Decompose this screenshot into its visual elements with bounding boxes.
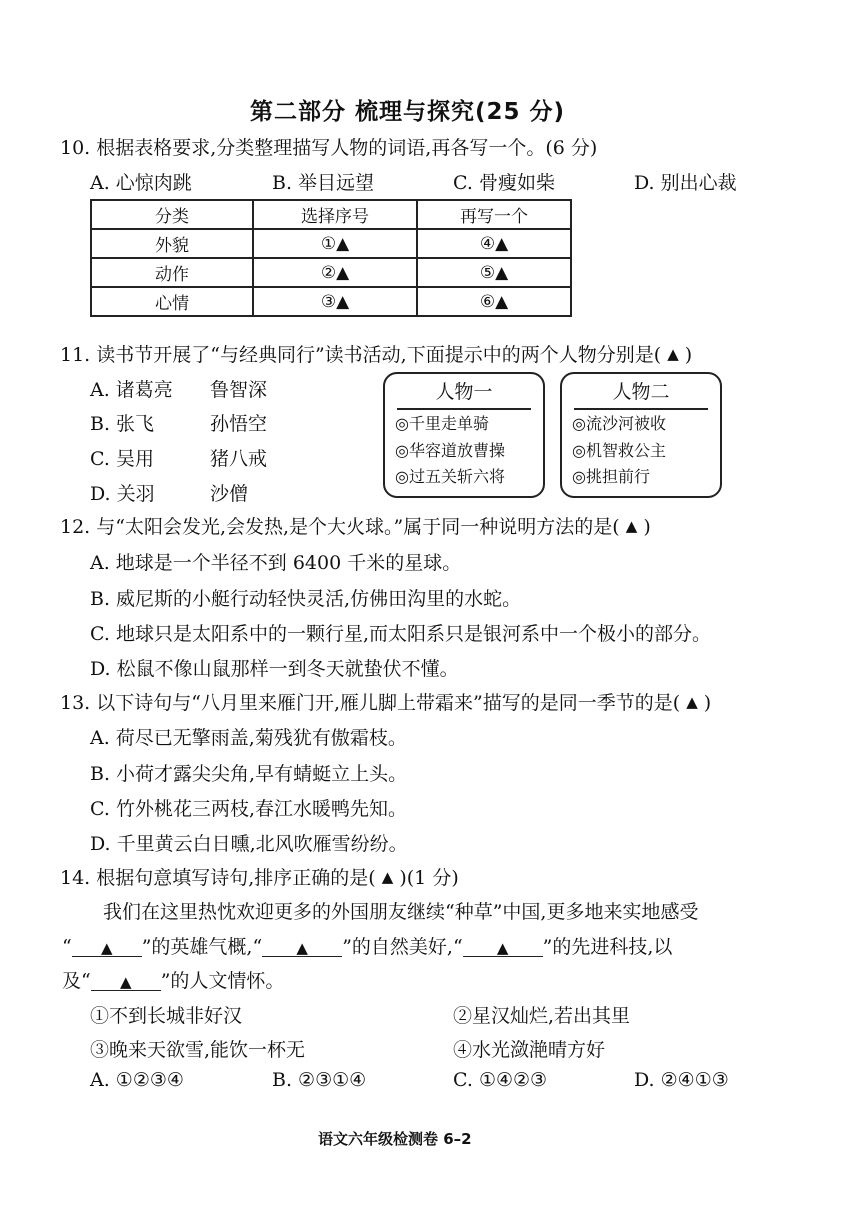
q11-option-c (90, 444, 268, 471)
q10-option-d: D. 别出心裁 (634, 172, 737, 194)
q14-line-4: ④水光潋滟晴方好 (453, 1039, 606, 1061)
q13-option-d: D. 千里黄云白日曛,北风吹雁雪纷纷。 (90, 833, 408, 855)
q14-line-1: ①不到长城非好汉 (90, 1005, 243, 1027)
q13-stem-text: 13. 以下诗句与“八月里来雁门开,雁儿脚上带霜来”描写的是同一季节的是( (60, 692, 681, 714)
table-header: 再写一个 (417, 200, 571, 229)
answer-mark: ▲ (381, 868, 394, 886)
table-cell: ⑥▲ (417, 287, 571, 316)
character-two-clue: ◎机智救公主 (572, 441, 666, 460)
question-11-stem (60, 340, 692, 367)
answer-mark: ▲ (686, 693, 698, 711)
q14-option-b: B. ②③①④ (272, 1069, 367, 1091)
table-cell: 外貌 (91, 229, 253, 258)
character-two-clue: ◎挑担前行 (572, 467, 650, 486)
q14-text: ”的先进科技,以 (542, 936, 673, 958)
character-two-title: 人物二 (612, 381, 670, 403)
q11-option-b (90, 409, 268, 436)
answer-mark: ▲ (625, 517, 638, 535)
page-footer: 语文六年级检测卷 6–2 (318, 1130, 472, 1148)
q14-line-2: ②星汉灿烂,若出其里 (453, 1005, 631, 1027)
q11-stem-text: 11. 读书节开展了“与经典同行”读书活动,下面提示中的两个人物分别是( (60, 344, 662, 366)
fill-blank (262, 940, 342, 957)
q14-text: 及“ (62, 970, 91, 992)
q11-option-c-2: 猪八戒 (210, 448, 268, 470)
q12-option-b: B. 威尼斯的小艇行动轻快灵活,仿佛田沟里的水蛇。 (90, 588, 522, 610)
q13-option-b: B. 小荷才露尖尖角,早有蜻蜓立上头。 (90, 763, 408, 785)
q14-text: “ (62, 936, 72, 958)
q13-option-c: C. 竹外桃花三两枝,春江水暖鸭先知。 (90, 798, 407, 820)
character-two-clue: ◎流沙河被收 (572, 414, 666, 433)
q14-line-3: ③晚来天欲雪,能饮一杯无 (90, 1039, 306, 1061)
q13-stem-close: ) (703, 692, 712, 714)
answer-mark: ▲ (296, 939, 308, 957)
character-two-box (560, 372, 722, 498)
question-10-stem: 10. 根据表格要求,分类整理描写人物的词语,再各写一个。(6 分) (60, 137, 598, 159)
table-row (91, 258, 571, 287)
question-12-stem (60, 512, 651, 539)
answer-mark: ▲ (119, 973, 132, 991)
q11-option-d-2: 沙僧 (210, 483, 249, 505)
table-cell: 心情 (91, 287, 253, 316)
fill-blank (463, 940, 543, 957)
table-cell: 动作 (91, 258, 253, 287)
q12-stem-close: ) (643, 516, 651, 538)
character-one-clue: ◎华容道放曹操 (395, 441, 505, 460)
q11-option-b-1: B. 张飞 (90, 413, 155, 435)
q14-option-c: C. ①④②③ (453, 1069, 548, 1091)
q11-option-a-1: A. 诸葛亮 (90, 379, 173, 401)
table-row (91, 229, 571, 258)
table-header-row (91, 200, 571, 229)
fill-blank (91, 974, 161, 991)
q14-option-a: A. ①②③④ (90, 1069, 184, 1091)
table-cell: ③▲ (253, 287, 417, 316)
q14-text: ”的自然美好,“ (342, 936, 463, 958)
q12-stem-text: 12. 与“太阳会发光,会发热,是个大火球。”属于同一种说明方法的是( (60, 516, 620, 538)
character-one-clue: ◎千里走单骑 (395, 414, 489, 433)
q14-option-d: D. ②④①③ (634, 1069, 729, 1091)
table-cell: ⑤▲ (417, 258, 571, 287)
q11-option-c-1: C. 吴用 (90, 448, 154, 470)
table-header: 分类 (91, 200, 253, 229)
table-row (91, 287, 571, 316)
q12-option-a: A. 地球是一个半径不到 6400 千米的星球。 (90, 552, 462, 574)
q14-text: ”的英雄气概,“ (141, 936, 263, 958)
q11-stem-close: ) (684, 344, 693, 366)
q13-option-a: A. 荷尽已无擎雨盖,菊残犹有傲霜枝。 (90, 727, 407, 749)
q14-passage-line-3 (62, 966, 284, 993)
q12-option-d: D. 松鼠不像山鼠那样一到冬天就蛰伏不懂。 (90, 658, 459, 680)
answer-mark: ▲ (667, 345, 679, 363)
q14-stem-text: 14. 根据句意填写诗句,排序正确的是( (60, 867, 376, 889)
q14-passage-line-2 (62, 932, 672, 959)
fill-blank (72, 940, 142, 957)
q11-option-a-2: 鲁智深 (210, 379, 268, 401)
q10-option-a: A. 心惊肉跳 (90, 172, 192, 194)
category-table (90, 199, 572, 317)
q14-passage-line-1: 我们在这里热忱欢迎更多的外国朋友继续“种草”中国,更多地来实地感受 (103, 901, 699, 923)
answer-mark: ▲ (100, 939, 113, 957)
section-title: 第二部分 梳理与探究(25 分) (250, 99, 566, 125)
question-13-stem (60, 688, 711, 715)
character-one-box (383, 372, 545, 498)
table-header: 选择序号 (253, 200, 417, 229)
q14-stem-close: )(1 分) (399, 867, 459, 889)
character-one-clue: ◎过五关斩六将 (395, 467, 505, 486)
answer-mark: ▲ (496, 939, 509, 957)
q10-option-b: B. 举目远望 (272, 172, 375, 194)
q11-option-b-2: 孙悟空 (210, 413, 268, 435)
q11-option-d (90, 479, 249, 506)
q12-option-c: C. 地球只是太阳系中的一颗行星,而太阳系只是银河系中一个极小的部分。 (90, 623, 711, 645)
question-14-stem (60, 863, 459, 890)
character-one-title: 人物一 (435, 381, 493, 403)
q11-option-a (90, 375, 268, 402)
q11-option-d-1: D. 关羽 (90, 483, 155, 505)
table-cell: ①▲ (253, 229, 417, 258)
table-cell: ④▲ (417, 229, 571, 258)
table-cell: ②▲ (253, 258, 417, 287)
q10-option-c: C. 骨瘦如柴 (453, 172, 555, 194)
q14-text: ”的人文情怀。 (160, 970, 285, 992)
